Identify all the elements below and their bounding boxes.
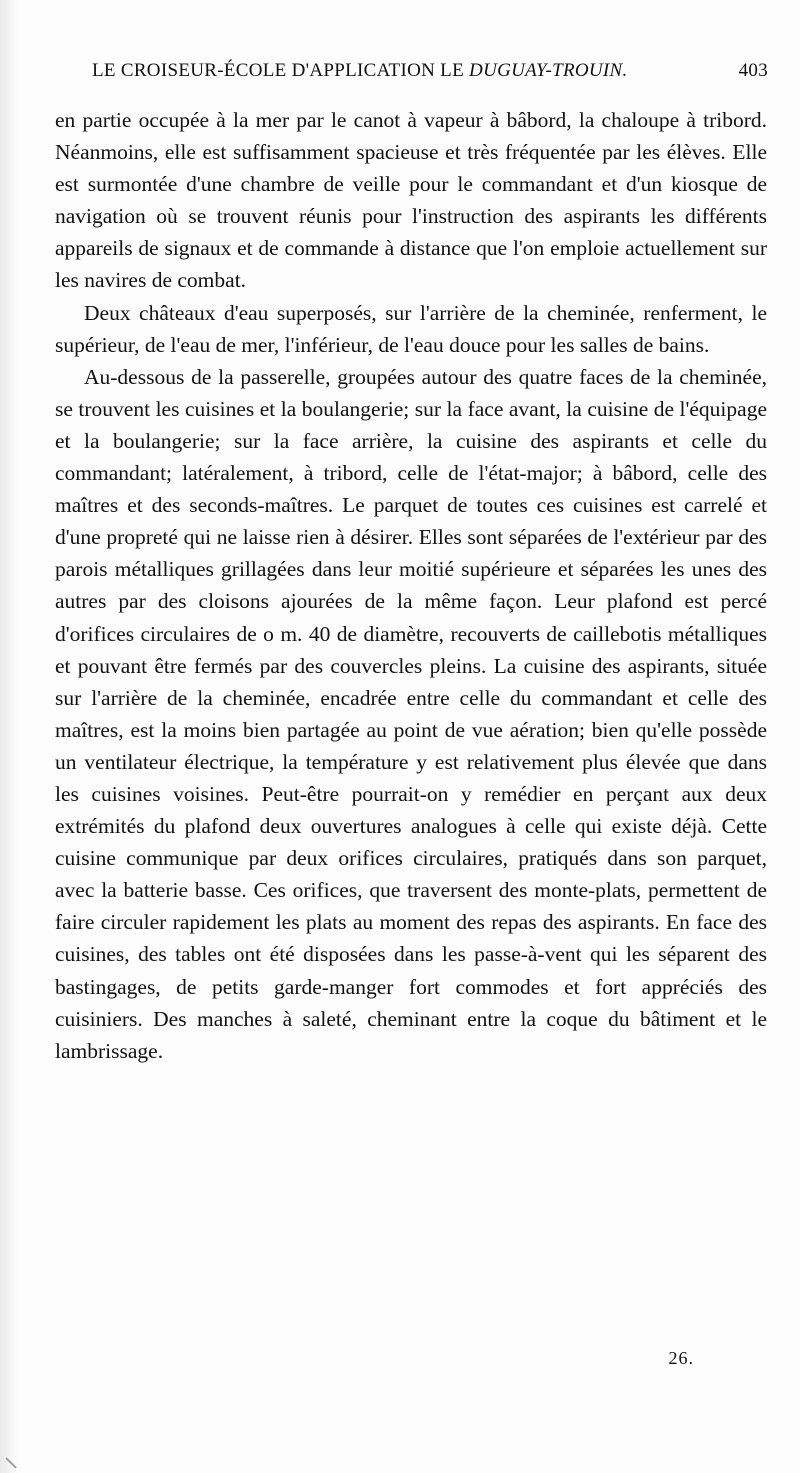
paragraph-2: Deux châteaux d'eau superposés, sur l'arrière de la cheminée, renferment, le supérieur, de l'eau de mer, l'inférieur, de l'eau douce pour les salles de bains. xyxy=(55,300,767,357)
paragraph-1: en partie occupée à la mer par le canot à vapeur à bâbord, la chaloupe à tribord. Néanmoins, elle est suffisamment spacieuse et très fréquentée par les élèves. Elle est surmontée d'une chambre de veille pour le commandant et d'un kiosque de navigation où se trouvent réunis pour l'instruction des aspirants les différents appareils de signaux et de commande à distance que l'on emploie actuellement sur les navires de combat. xyxy=(55,108,767,293)
signature-mark: 26. xyxy=(668,1348,694,1368)
running-title: LE CROISEUR-ÉCOLE D'APPLICATION LE xyxy=(92,60,464,81)
running-header xyxy=(92,60,768,82)
body-text xyxy=(55,104,767,1067)
paragraph-3: Au-dessous de la passerelle, groupées autour des quatre faces de la cheminée, se trouvent les cuisines et la boulangerie; sur la face avant, la cuisine de l'équipage et la boulangerie; sur la face arrière, la cuisine des aspirants et celle du commandant; latéralement, à tribord, celle de l'état-major; à bâbord, celle des maîtres et des seconds-maîtres. Le parquet de toutes ces cuisines est carrelé et d'une propreté qui ne laisse rien à désirer. Elles sont séparées de l'extérieur par des parois métalliques grillagées dans leur moitié supérieure et séparées les unes des autres par des cloisons ajourées de la même façon. Leur plafond est percé d'orifices circulaires de o m. 40 de diamètre, recouverts de caillebotis métalliques et pouvant être fermés par des couvercles pleins. La cuisine des aspirants, située sur l'arrière de la cheminée, encadrée entre celle du commandant et celle des maîtres, est la moins bien partagée au point de vue aération; bien qu'elle possède un ventilateur électrique, la température y est relativement plus élevée que dans les cuisines voisines. Peut-être pourrait-on y remédier en perçant aux deux extrémités du plafond deux ouvertures analogues à celle qui existe déjà. Cette cuisine communique par deux orifices circulaires, pratiqués dans son parquet, avec la batterie basse. Ces orifices, que traversent des monte-plats, permettent de faire circuler rapidement les plats au moment des repas des aspirants. En face des cuisines, des tables ont été disposées dans les passe-à-vent qui les séparent des bastingages, de petits garde-manger fort commodes et fort appréciés des cuisiniers. Des manches à saleté, cheminant entre la coque du bâtiment et le lambrissage. xyxy=(55,364,767,1063)
page-edge-shadow xyxy=(0,0,18,1473)
ship-name: DUGUAY-TROUIN. xyxy=(469,60,628,81)
page-number: 403 xyxy=(738,60,768,81)
header-left xyxy=(92,60,628,82)
